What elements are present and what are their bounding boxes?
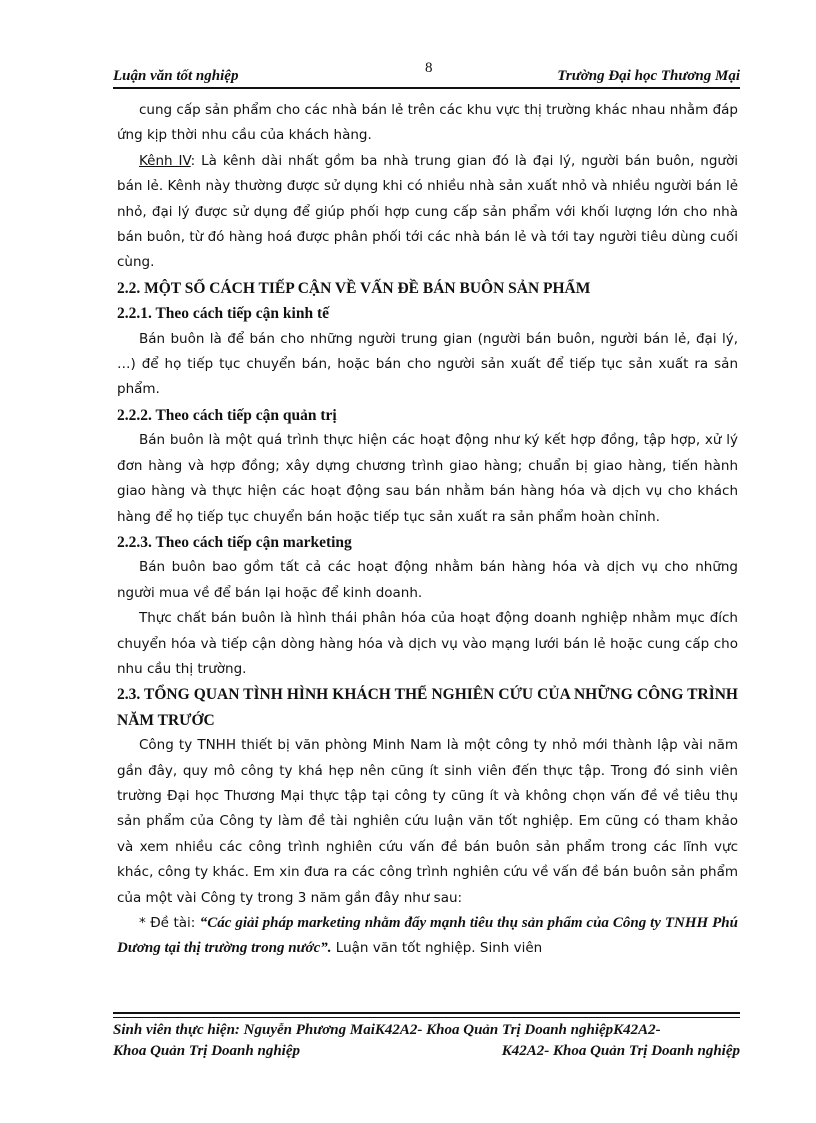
topic-suffix: Luận văn tốt nghiệp. Sinh viên [331,940,543,957]
kenh-label: Kênh IV [139,152,191,169]
paragraph-kenh-iv [117,149,738,276]
heading-2-2-1: 2.2.1. Theo cách tiếp cận kinh tế [117,305,329,323]
paragraph-2-3: Công ty TNHH thiết bị văn phòng Minh Nam là một công ty nhỏ mới thành lập vài năm gần đây, quy mô công ty khá hẹp nên cũng ít sinh viên đến thực tập. Trong đó sinh viên trường Đại học Thương Mại thực tập tại công ty cũng ít và không chọn vấn đề về tiêu thụ sản phẩm của Công ty làm đề tài nghiên cứu luận văn tốt nghiệp. Em cũng có tham khảo và xem nhiều các công trình nghiên cứu vấn đề bán buôn sản phẩm trong các lĩnh vực khác, công ty khác. Em xin đưa ra các công trình nghiên cứu về vấn đề bán buôn sản phẩm của một vài Công ty trong 3 năm gần đây như sau: [117,737,738,906]
footer-line-2-left: Khoa Quản Trị Doanh nghiệp [113,1043,301,1059]
paragraph-2-2-1: Bán buôn là để bán cho những người trung gian (người bán buôn, người bán lẻ, đại lý, …) để họ tiếp tục chuyển bán, hoặc bán cho người sản xuất để tiếp tục sản xuất ra sản phẩm. [117,330,738,398]
page-header [113,60,740,90]
page-footer [113,1020,740,1062]
page-number: 8 [425,60,433,76]
heading-2-2: 2.2. MỘT SỐ CÁCH TIẾP CẬN VỀ VẤN ĐỀ BÁN BUÔN SẢN PHẨM [117,279,591,297]
header-left-title: Luận văn tốt nghiệp [113,68,239,84]
paragraph-2-2-3b: Thực chất bán buôn là hình thái phân hóa của hoạt động doanh nghiệp nhằm mục đích chuyển hóa và tiếp cận dòng hàng hóa và dịch vụ vào mạng lưới bán lẻ hoặc cung cấp cho nhu cầu thị trường. [117,610,738,677]
footer-rule-thin [113,1017,740,1018]
paragraph-2-2-3a: Bán buôn bao gồm tất cả các hoạt động nhằm bán hàng hóa và dịch vụ cho những người mua về để bán lại hoặc để kinh doanh. [117,559,738,601]
footer-line-2-right: K42A2- Khoa Quản Trị Doanh nghiệp [501,1043,740,1059]
page-body [117,98,738,962]
footer-line-2 [113,1041,740,1062]
paragraph-intro: cung cấp sản phẩm cho các nhà bán lẻ trên các khu vực thị trường khác nhau nhằm đáp ứng kịp thời nhu cầu của khách hàng. [117,102,738,144]
heading-2-2-3: 2.2.3. Theo cách tiếp cận marketing [117,533,352,551]
paragraph-topic [117,911,738,962]
footer-rule-thick [113,1012,740,1014]
footer-line-1: Sinh viên thực hiện: Nguyễn Phương MaiK42A2- Khoa Quản Trị Doanh nghiệpK42A2- [113,1022,661,1038]
header-rule [113,87,740,89]
topic-title: “Các giải pháp marketing nhằm đẩy mạnh tiêu thụ sản phẩm của Công ty TNHH Phú Dương tại thị trường trong nước”. [117,915,738,957]
kenh-text: : Là kênh dài nhất gồm ba nhà trung gian đó là đại lý, người bán buôn, người bán lẻ. Kênh này thường được sử dụng khi có nhiều nhà sản xuất nhỏ và nhiều người bán lẻ nhỏ, đại lý được sử dụng để giúp phối hợp cung cấp sản phẩm với khối lượng lớn cho nhà bán buôn, từ đó hàng hoá được phân phối tới các nhà bán lẻ và tới tay người tiêu dùng cuối cùng. [117,152,738,271]
heading-2-3: 2.3. TỔNG QUAN TÌNH HÌNH KHÁCH THỂ NGHIÊN CỨU CỦA NHỮNG CÔNG TRÌNH NĂM TRƯỚC [117,686,738,729]
header-right-title: Trường Đại học Thương Mại [557,68,740,84]
topic-prefix: * Đề tài: [139,915,200,931]
paragraph-2-2-2: Bán buôn là một quá trình thực hiện các hoạt động như ký kết hợp đồng, tập hợp, xử lý đơn hàng và hợp đồng; xây dựng chương trình giao hàng; chuẩn bị giao hàng, tiến hành giao hàng và thực hiện các hoạt động sau bán nhằm bán hàng hóa và dịch vụ cho khách hàng để họ tiếp tục chuyển bán hoặc tiếp tục sản xuất ra sản phẩm hoàn chỉnh. [117,432,738,525]
heading-2-2-2: 2.2.2. Theo cách tiếp cận quản trị [117,406,337,424]
